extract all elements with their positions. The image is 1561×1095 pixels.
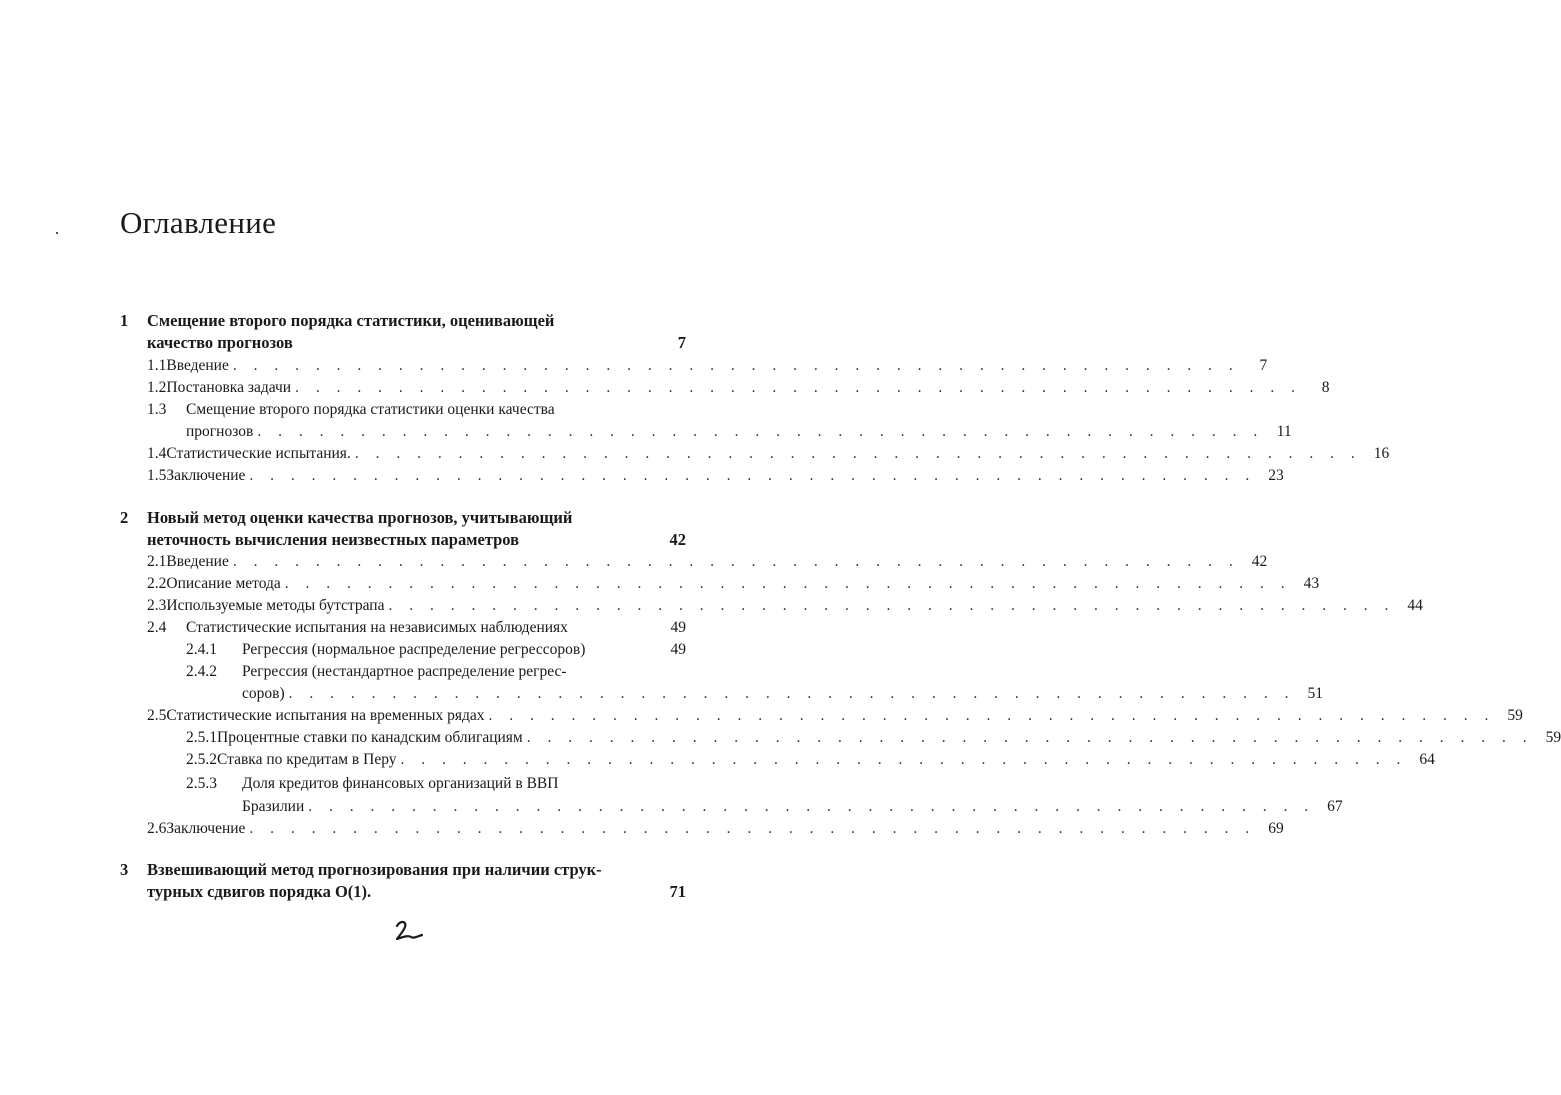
subsection-number: 2.4.2 <box>186 663 217 680</box>
subsection-page: 49 <box>670 641 686 658</box>
chapter-page: 71 <box>669 882 686 901</box>
chapter-title-line1: Новый метод оценки качества прогнозов, учитывающий <box>147 508 573 527</box>
subsection-number: 2.4.1 <box>186 641 217 658</box>
subsection-title-line2: соров) <box>242 685 285 702</box>
toc-entry-2-1[interactable] <box>147 553 1268 571</box>
section-page: 42 <box>1251 553 1268 570</box>
subsection-number: 2.5.1 <box>186 729 217 746</box>
toc-entry-2-5[interactable] <box>147 707 1523 725</box>
chapter-page: 7 <box>677 333 686 352</box>
section-title: Постановка задачи <box>166 379 292 396</box>
section-number: 1.3 <box>147 401 167 418</box>
chapter-3-heading-cont[interactable] <box>147 882 686 902</box>
chapter-3-heading[interactable] <box>120 860 686 880</box>
section-page: 69 <box>1268 820 1284 837</box>
leader-dots: . . . . . . . . . . . . . . . . . . . . . . . . . . . . . . . . . . . . . . . . . . . . . . . . . <box>354 445 1362 462</box>
leader-dots: . . . . . . . . . . . . . . . . . . . . . . . . . . . . . . . . . . . . . . . . . . . . . . . . . <box>526 729 1534 746</box>
section-title: Описание метода <box>166 575 281 592</box>
chapter-title-line2: турных сдвигов порядка O(1). <box>147 882 372 901</box>
chapter-2-heading-cont[interactable] <box>147 530 686 550</box>
subsection-title-line1: Доля кредитов финансовых организаций в ВВП <box>242 775 559 792</box>
leader-dots: . . . . . . . . . . . . . . . . . . . . . . . . . . . . . . . . . . . . . . . . . . . . . . . . . <box>249 820 1256 837</box>
toc-entry-2-2[interactable] <box>147 575 1320 593</box>
leader-dots: . . . . . . . . . . . . . . . . . . . . . . . . . . . . . . . . . . . . . . . . . . . . . . . . . <box>284 575 1292 592</box>
section-number: 1.2 <box>147 379 167 396</box>
section-title: Заключение <box>166 820 246 837</box>
toc-entry-2-5-3[interactable] <box>186 775 686 793</box>
subsection-page: 59 <box>1545 729 1561 746</box>
leader-dots: . . . . . . . . . . . . . . . . . . . . . . . . . . . . . . . . . . . . . . . . . . . . . . . . . <box>257 423 1264 440</box>
section-page: 59 <box>1507 707 1523 724</box>
toc-entry-1-2[interactable] <box>147 379 1330 397</box>
subsection-title-line1: Регрессия (нестандартное распределение регрес- <box>242 663 567 680</box>
chapter-title-line1: Взвешивающий метод прогнозирования при наличии струк- <box>147 860 602 879</box>
toc-entry-1-3-cont[interactable] <box>186 423 1292 441</box>
toc-entry-2-4-1[interactable] <box>186 641 686 659</box>
section-page: 7 <box>1259 357 1268 374</box>
section-page: 16 <box>1373 445 1390 462</box>
leader-dots: . . . . . . . . . . . . . . . . . . . . . . . . . . . . . . . . . . . . . . . . . . . . . . . . . <box>400 751 1407 768</box>
section-number: 2.6 <box>147 820 167 837</box>
chapter-title-line1: Смещение второго порядка статистики, оценивающей <box>147 311 555 330</box>
page-title: Оглавление <box>120 205 277 240</box>
leader-dots: . . . . . . . . . . . . . . . . . . . . . . . . . . . . . . . . . . . . . . . . . . . . . . . . . <box>249 467 1256 484</box>
leader-dots: . . . . . . . . . . . . . . . . . . . . . . . . . . . . . . . . . . . . . . . . . . . . . . . . . <box>308 798 1315 815</box>
section-page: 8 <box>1321 379 1330 396</box>
section-title-line1: Смещение второго порядка статистики оценки качества <box>186 401 555 418</box>
section-page: 49 <box>670 619 686 636</box>
chapter-title-line2: качество прогнозов <box>147 333 293 352</box>
chapter-1-heading[interactable] <box>120 311 686 331</box>
chapter-title-line2: неточность вычисления неизвестных параметров <box>147 530 520 549</box>
leader-dots: . . . . . . . . . . . . . . . . . . . . . . . . . . . . . . . . . . . . . . . . . . . . . . . . . <box>232 357 1240 374</box>
section-title: Статистические испытания. <box>166 445 351 462</box>
leader-dots: . . . . . . . . . . . . . . . . . . . . . . . . . . . . . . . . . . . . . . . . . . . . . . . . . <box>488 707 1495 724</box>
section-title-line2: прогнозов <box>186 423 254 440</box>
subsection-page: 67 <box>1327 798 1343 815</box>
toc-entry-1-3[interactable] <box>147 401 686 419</box>
toc-entry-2-5-2[interactable] <box>186 751 1435 769</box>
subsection-title: Ставка по кредитам в Перу <box>217 751 397 768</box>
section-title: Статистические испытания на временных рядах <box>166 707 485 724</box>
stray-mark <box>56 232 58 234</box>
section-number: 2.5 <box>147 707 167 724</box>
section-number: 2.4 <box>147 619 167 636</box>
toc-entry-1-1[interactable] <box>147 357 1268 375</box>
section-number: 2.2 <box>147 575 167 592</box>
section-number: 1.4 <box>147 445 167 462</box>
section-page: 44 <box>1407 597 1423 614</box>
leader-dots: . . . . . . . . . . . . . . . . . . . . . . . . . . . . . . . . . . . . . . . . . . . . . . . . . <box>388 597 1395 614</box>
toc-entry-2-5-1[interactable] <box>186 729 1561 747</box>
subsection-title-line2: Бразилии <box>242 798 305 815</box>
toc-entry-1-4[interactable] <box>147 445 1390 463</box>
leader-dots: . . . . . . . . . . . . . . . . . . . . . . . . . . . . . . . . . . . . . . . . . . . . . . . . . <box>232 553 1240 570</box>
subsection-title: Процентные ставки по канадским облигациям <box>217 729 523 746</box>
leader-dots: . . . . . . . . . . . . . . . . . . . . . . . . . . . . . . . . . . . . . . . . . . . . . . . . . <box>295 379 1302 396</box>
section-page: 23 <box>1268 467 1284 484</box>
section-title: Введение <box>166 357 229 374</box>
chapter-number: 1 <box>120 311 129 330</box>
section-title: Статистические испытания на независимых наблюдениях <box>186 619 568 636</box>
chapter-2-heading[interactable] <box>120 508 686 528</box>
subsection-title: Регрессия (нормальное распределение регрессоров) <box>242 641 586 658</box>
toc-entry-2-6[interactable] <box>147 820 1284 838</box>
chapter-number: 2 <box>120 508 129 527</box>
chapter-page: 42 <box>669 530 686 549</box>
section-title: Заключение <box>166 467 246 484</box>
subsection-number: 2.5.2 <box>186 751 217 768</box>
toc-entry-1-5[interactable] <box>147 467 1284 485</box>
handwritten-page-mark <box>394 918 424 944</box>
toc-entry-2-5-3-cont[interactable] <box>242 798 1343 816</box>
section-title: Введение <box>166 553 229 570</box>
chapter-1-heading-cont[interactable] <box>147 333 686 353</box>
toc-entry-2-4-2-cont[interactable] <box>242 685 1323 703</box>
toc-entry-2-4-2[interactable] <box>186 663 686 681</box>
section-number: 1.5 <box>147 467 167 484</box>
section-page: 43 <box>1303 575 1320 592</box>
section-number: 1.1 <box>147 357 167 374</box>
section-number: 2.1 <box>147 553 167 570</box>
section-page: 11 <box>1276 423 1292 440</box>
subsection-page: 64 <box>1419 751 1435 768</box>
chapter-number: 3 <box>120 860 129 879</box>
toc-entry-2-4[interactable] <box>147 619 686 637</box>
toc-entry-2-3[interactable] <box>147 597 1423 615</box>
leader-dots: . . . . . . . . . . . . . . . . . . . . . . . . . . . . . . . . . . . . . . . . . . . . . . . . . <box>288 685 1295 702</box>
section-number: 2.3 <box>147 597 167 614</box>
subsection-page: 51 <box>1307 685 1323 702</box>
section-title: Используемые методы бутстрапа <box>166 597 385 614</box>
subsection-number: 2.5.3 <box>186 775 217 792</box>
